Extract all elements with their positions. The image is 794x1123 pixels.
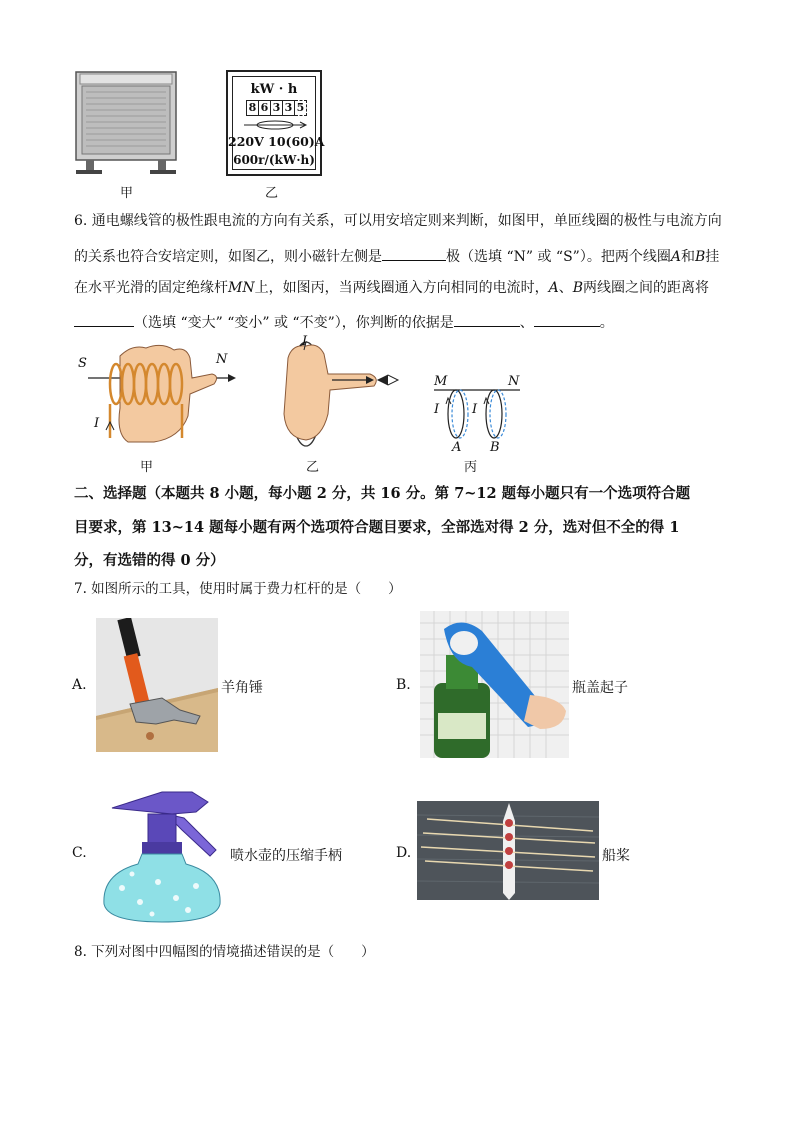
label-I-loop: I [302,334,308,349]
caption-jia-top: 甲 [120,186,134,201]
meter-digit-decimal: 5 [295,100,307,116]
answer-blank-pole[interactable] [382,246,446,261]
meter-revolutions: 600r/(kW·h) [233,153,315,167]
label-I-coil-a: I [434,402,440,417]
rowing-boat-image [417,801,599,900]
label-I: I [94,416,100,431]
q6-line-4: （选填 “变大” “变小” 或 “不变”），你判断的依据是 、 。 [74,312,614,332]
meter-digits [246,100,307,116]
section2-line-1: 二、选择题（本题共 8 小题，每小题 2 分，共 16 分。第 7~12 题每小题只有一个选项符合题 [74,485,691,502]
label-I-coil-b: I [472,402,478,417]
meter-rating: 220V 10(60)A [228,134,325,149]
meter-digit: 3 [283,100,295,116]
answer-blank-reason-1[interactable] [454,312,520,327]
q6-line-1: 6. 通电螺线管的极性跟电流的方向有关系，可以用安培定则来判断，如图甲，单匝线圈的极性与电流方向 [74,213,722,229]
label-A: A [452,440,462,455]
label-N-rod: N [508,374,520,389]
caption-yi-top: 乙 [265,186,279,201]
spray-bottle-image [92,778,229,923]
heater-image [72,66,180,178]
option-B-label[interactable]: 瓶盖起子 [572,680,628,696]
bottle-opener-image [420,611,569,758]
meter-unit: kW · h [250,82,298,97]
caption-bing-q6: 丙 [464,460,478,475]
section2-line-2: 目要求，第 13~14 题每小题有两个选项符合题目要求，全部选对得 2 分，选对但不全的得 1 [74,519,680,536]
q6-line-3: 在水平光滑的固定绝缘杆MN上，如图丙，当两线圈通入方向相同的电流时，A、B两线圈之间的距离将 [74,280,710,296]
option-C-label[interactable]: 喷水壶的压缩手柄 [230,848,342,864]
section2-line-3: 分，有选错的得 0 分） [74,552,225,569]
option-B-letter[interactable]: B. [396,677,411,693]
caption-yi-q6: 乙 [306,460,320,475]
label-M: M [434,374,448,389]
option-A-label[interactable]: 羊角锤 [221,680,263,696]
q7-stem: 7. 如图所示的工具，使用时属于费力杠杆的是（ ） [74,581,402,597]
caption-jia-q6: 甲 [140,460,154,475]
meter-disc-icon [242,118,308,132]
meter-digit: 3 [271,100,283,116]
figure-two-coils [428,374,532,456]
figure-solenoid-hand [70,338,240,448]
hammer-image [96,618,218,752]
option-A-letter[interactable]: A. [72,677,87,693]
option-C-letter[interactable]: C. [72,845,87,861]
option-D-label[interactable]: 船桨 [602,848,630,864]
label-N: N [216,352,228,367]
option-D-letter[interactable]: D. [396,845,412,861]
q6-line-2: 的关系也符合安培定则，如图乙，则小磁针左侧是 极（选填 “N” 或 “S”）。把两个线圈A和B挂 [74,246,719,266]
meter-digit: 8 [246,100,259,116]
label-B: B [490,440,500,455]
q8-stem: 8. 下列对图中四幅图的情境描述错误的是（ ） [74,944,375,960]
label-S: S [78,356,87,371]
figure-loop-hand [270,334,410,454]
meter-digit: 6 [259,100,271,116]
energy-meter [226,70,325,176]
answer-blank-reason-2[interactable] [534,312,600,327]
answer-blank-distance[interactable] [74,312,134,327]
